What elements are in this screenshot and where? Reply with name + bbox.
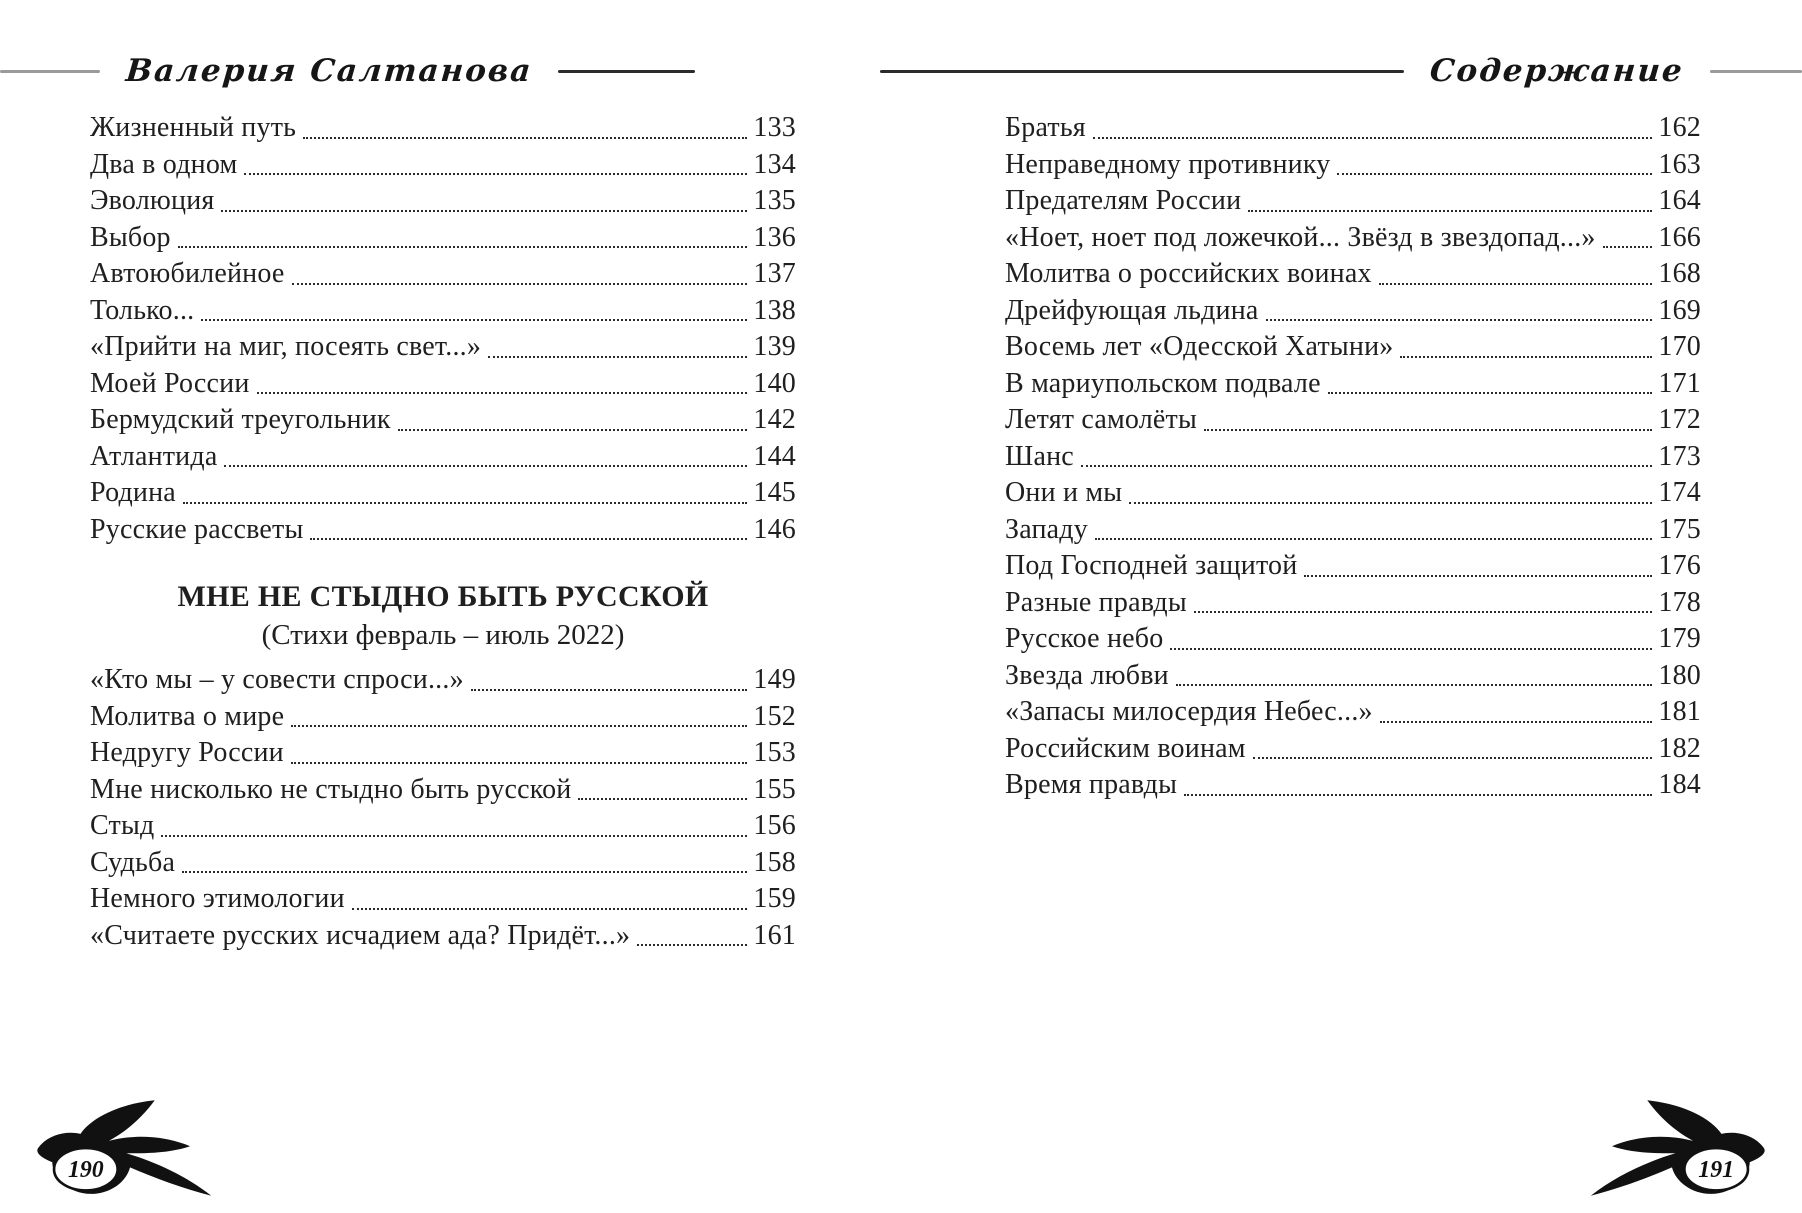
toc-entry-title: Только...: [90, 294, 195, 326]
toc-entry: [90, 220, 796, 257]
toc-leader-dots: [1379, 283, 1653, 285]
toc-entry-title: Звезда любви: [1005, 659, 1169, 691]
toc-entry-title: «Считаете русских исчадием ада? Придёт...»: [90, 919, 631, 951]
toc-entry-title: Неправедному противнику: [1005, 148, 1331, 180]
toc-leader-dots: [578, 798, 747, 800]
toc-list-part2: [90, 662, 796, 954]
toc-entry: [90, 512, 796, 549]
toc-leader-dots: [178, 246, 748, 248]
toc-entry-title: Выбор: [90, 221, 171, 253]
toc-entry: [1005, 658, 1701, 695]
toc-leader-dots: [201, 319, 747, 321]
toc-leader-dots: [161, 835, 747, 837]
toc-leader-dots: [352, 908, 748, 910]
toc-leader-dots: [637, 944, 747, 946]
toc-page-number: 170: [1658, 331, 1701, 362]
toc-leader-dots: [291, 725, 747, 727]
toc-page-number: 142: [753, 404, 796, 435]
header-rule-short: [1710, 70, 1802, 73]
toc-entry: [1005, 183, 1701, 220]
toc-leader-dots: [1337, 173, 1652, 175]
toc-entry: [90, 439, 796, 476]
toc-page-number: 163: [1658, 148, 1701, 180]
folio-left: 190: [67, 1157, 104, 1184]
toc-entry: [90, 475, 796, 512]
toc-entry: [90, 808, 796, 845]
swallow-icon: [1566, 1095, 1778, 1201]
toc-page-number: 158: [753, 846, 796, 878]
toc-page-number: 144: [753, 440, 796, 472]
toc-entry: [90, 772, 796, 809]
toc-entry: [90, 110, 796, 147]
toc-leader-dots: [183, 502, 747, 504]
toc-entry-title: Два в одном: [90, 148, 238, 180]
toc-entry-title: Шанс: [1005, 440, 1074, 472]
toc-entry: [90, 256, 796, 293]
toc-list-part1: [90, 110, 796, 548]
running-head-left: [0, 54, 695, 88]
toc-entry: [1005, 475, 1701, 512]
toc-leader-dots: [1304, 575, 1652, 577]
toc-entry: [90, 366, 796, 403]
toc-leader-dots: [182, 871, 747, 873]
toc-page-number: 168: [1658, 258, 1701, 289]
toc-page-number: 162: [1658, 112, 1701, 143]
section-heading: МНЕ НЕ СТЫДНО БЫТЬ РУССКОЙ: [177, 580, 709, 613]
toc-entry: [90, 147, 796, 184]
toc-entry-title: В мариупольском подвале: [1005, 367, 1321, 399]
toc-entry: [1005, 585, 1701, 622]
toc-entry-title: Мне нисколько не стыдно быть русской: [90, 773, 572, 805]
toc-page-number: 176: [1658, 550, 1701, 581]
toc-leader-dots: [1328, 392, 1653, 394]
toc-page-number: 137: [753, 258, 796, 289]
toc-entry: [90, 183, 796, 220]
toc-entry-title: Эволюция: [90, 185, 215, 216]
toc-leader-dots: [1248, 210, 1652, 212]
toc-entry-title: Бермудский треугольник: [90, 404, 391, 435]
toc-leader-dots: [1266, 319, 1653, 321]
toc-entry-title: «Прийти на миг, посеять свет...»: [90, 331, 482, 362]
toc-page-number: 182: [1658, 732, 1701, 764]
toc-entry: [1005, 220, 1701, 257]
toc-entry-title: Летят самолёты: [1005, 404, 1198, 435]
toc-page-number: 171: [1658, 367, 1701, 399]
toc-page-number: 153: [753, 737, 796, 768]
toc-page-number: 136: [753, 221, 796, 253]
toc-entry-title: Под Господней защитой: [1005, 550, 1298, 581]
section-block: [90, 578, 796, 654]
toc-entry-title: Немного этимологии: [90, 883, 345, 914]
toc-page-number: 161: [753, 919, 796, 951]
toc-page-number: 180: [1658, 659, 1701, 691]
toc-entry: [1005, 147, 1701, 184]
toc-entry-title: Автоюбилейное: [90, 258, 285, 289]
toc-entry: [1005, 512, 1701, 549]
toc-entry-title: Недругу России: [90, 737, 284, 768]
toc-leader-dots: [1176, 684, 1653, 686]
toc-page-number: 146: [753, 513, 796, 545]
toc-page-number: 138: [753, 294, 796, 326]
toc-page-number: 155: [753, 773, 796, 805]
toc-column-left: [90, 110, 796, 954]
toc-entry-title: Они и мы: [1005, 477, 1123, 508]
toc-leader-dots: [292, 283, 748, 285]
toc-entry: [90, 662, 796, 699]
toc-leader-dots: [1400, 356, 1652, 358]
toc-leader-dots: [1170, 648, 1652, 650]
toc-entry-title: Братья: [1005, 112, 1086, 143]
toc-column-right: [1005, 110, 1701, 804]
toc-page-number: 173: [1658, 440, 1701, 472]
toc-entry-title: Молитва о мире: [90, 700, 285, 732]
toc-leader-dots: [1253, 757, 1653, 759]
toc-entry: [1005, 402, 1701, 439]
swallow-icon: [24, 1095, 236, 1201]
toc-leader-dots: [257, 392, 748, 394]
toc-entry-title: Разные правды: [1005, 586, 1187, 618]
toc-entry-title: Стыд: [90, 810, 155, 841]
toc-leader-dots: [488, 356, 747, 358]
toc-entry: [1005, 110, 1701, 147]
toc-page-number: 179: [1658, 623, 1701, 654]
toc-leader-dots: [1129, 502, 1652, 504]
toc-entry-title: Русское небо: [1005, 623, 1164, 654]
toc-entry-title: Родина: [90, 477, 176, 508]
toc-entry-title: Русские рассветы: [90, 513, 304, 545]
toc-entry: [90, 293, 796, 330]
toc-page-number: 166: [1658, 221, 1701, 253]
folio-right: 191: [1698, 1157, 1735, 1184]
toc-page-number: 178: [1658, 586, 1701, 618]
toc-entry-title: Жизненный путь: [90, 112, 297, 143]
toc-leader-dots: [1095, 538, 1652, 540]
toc-entry-title: «Запасы милосердия Небес...»: [1005, 696, 1373, 727]
toc-entry-title: Молитва о российских воинах: [1005, 258, 1372, 289]
toc-entry: [1005, 548, 1701, 585]
toc-entry-title: «Кто мы – у совести спроси...»: [90, 664, 464, 695]
toc-entry-title: Восемь лет «Одесской Хатыни»: [1005, 331, 1394, 362]
toc-page-number: 175: [1658, 513, 1701, 545]
toc-entry-title: Предателям России: [1005, 185, 1242, 216]
toc-entry: [1005, 767, 1701, 804]
toc-entry: [90, 845, 796, 882]
toc-page-number: 145: [753, 477, 796, 508]
toc-entry: [1005, 621, 1701, 658]
toc-page-number: 135: [753, 185, 796, 216]
header-rule-long: [880, 70, 1404, 73]
toc-leader-dots: [224, 465, 747, 467]
running-head-right: [880, 54, 1802, 88]
toc-leader-dots: [471, 689, 748, 691]
toc-leader-dots: [1081, 465, 1653, 467]
toc-page-number: 156: [753, 810, 796, 841]
toc-leader-dots: [1194, 611, 1653, 613]
toc-entry: [90, 918, 796, 955]
toc-entry: [1005, 731, 1701, 768]
toc-page-number: 181: [1658, 696, 1701, 727]
running-head-section: Содержание: [1428, 53, 1686, 89]
toc-entry: [1005, 329, 1701, 366]
section-subtitle: (Стихи февраль – июль 2022): [261, 619, 625, 651]
toc-entry: [90, 329, 796, 366]
running-head-author: Валерия Салтанова: [124, 53, 535, 89]
toc-entry: [1005, 256, 1701, 293]
toc-page-number: 133: [753, 112, 796, 143]
toc-entry-title: Судьба: [90, 846, 176, 878]
toc-leader-dots: [1093, 137, 1653, 139]
toc-page-number: 174: [1658, 477, 1701, 508]
toc-page-number: 184: [1658, 769, 1701, 800]
header-rule-short: [0, 70, 100, 73]
toc-entry: [1005, 439, 1701, 476]
toc-leader-dots: [303, 137, 747, 139]
toc-entry-title: Дрейфующая льдина: [1005, 294, 1259, 326]
toc-entry: [90, 735, 796, 772]
toc-page-number: 152: [753, 700, 796, 732]
toc-page-number: 134: [753, 148, 796, 180]
toc-leader-dots: [1380, 721, 1653, 723]
toc-leader-dots: [1204, 429, 1652, 431]
toc-entry: [90, 402, 796, 439]
toc-entry: [1005, 366, 1701, 403]
toc-leader-dots: [1184, 794, 1652, 796]
toc-page-number: 172: [1658, 404, 1701, 435]
toc-entry: [90, 881, 796, 918]
toc-leader-dots: [221, 210, 747, 212]
toc-list-right: [1005, 110, 1701, 804]
toc-page-number: 140: [753, 367, 796, 399]
toc-entry: [1005, 694, 1701, 731]
toc-entry-title: Моей России: [90, 367, 250, 399]
toc-entry-title: Российским воинам: [1005, 732, 1246, 764]
toc-entry: [90, 699, 796, 736]
toc-entry-title: Западу: [1005, 513, 1088, 545]
toc-page-number: 169: [1658, 294, 1701, 326]
header-rule-long: [558, 70, 695, 73]
toc-leader-dots: [244, 173, 747, 175]
toc-page-number: 139: [753, 331, 796, 362]
toc-leader-dots: [398, 429, 748, 431]
toc-entry: [1005, 293, 1701, 330]
toc-entry-title: Время правды: [1005, 769, 1178, 800]
toc-page-number: 149: [753, 664, 796, 695]
toc-leader-dots: [1603, 246, 1653, 248]
toc-entry-title: «Ноет, ноет под ложечкой... Звёзд в звездопад...»: [1005, 221, 1596, 253]
toc-page-number: 159: [753, 883, 796, 914]
toc-leader-dots: [310, 538, 747, 540]
toc-page-number: 164: [1658, 185, 1701, 216]
toc-leader-dots: [291, 762, 748, 764]
toc-entry-title: Атлантида: [90, 440, 218, 472]
